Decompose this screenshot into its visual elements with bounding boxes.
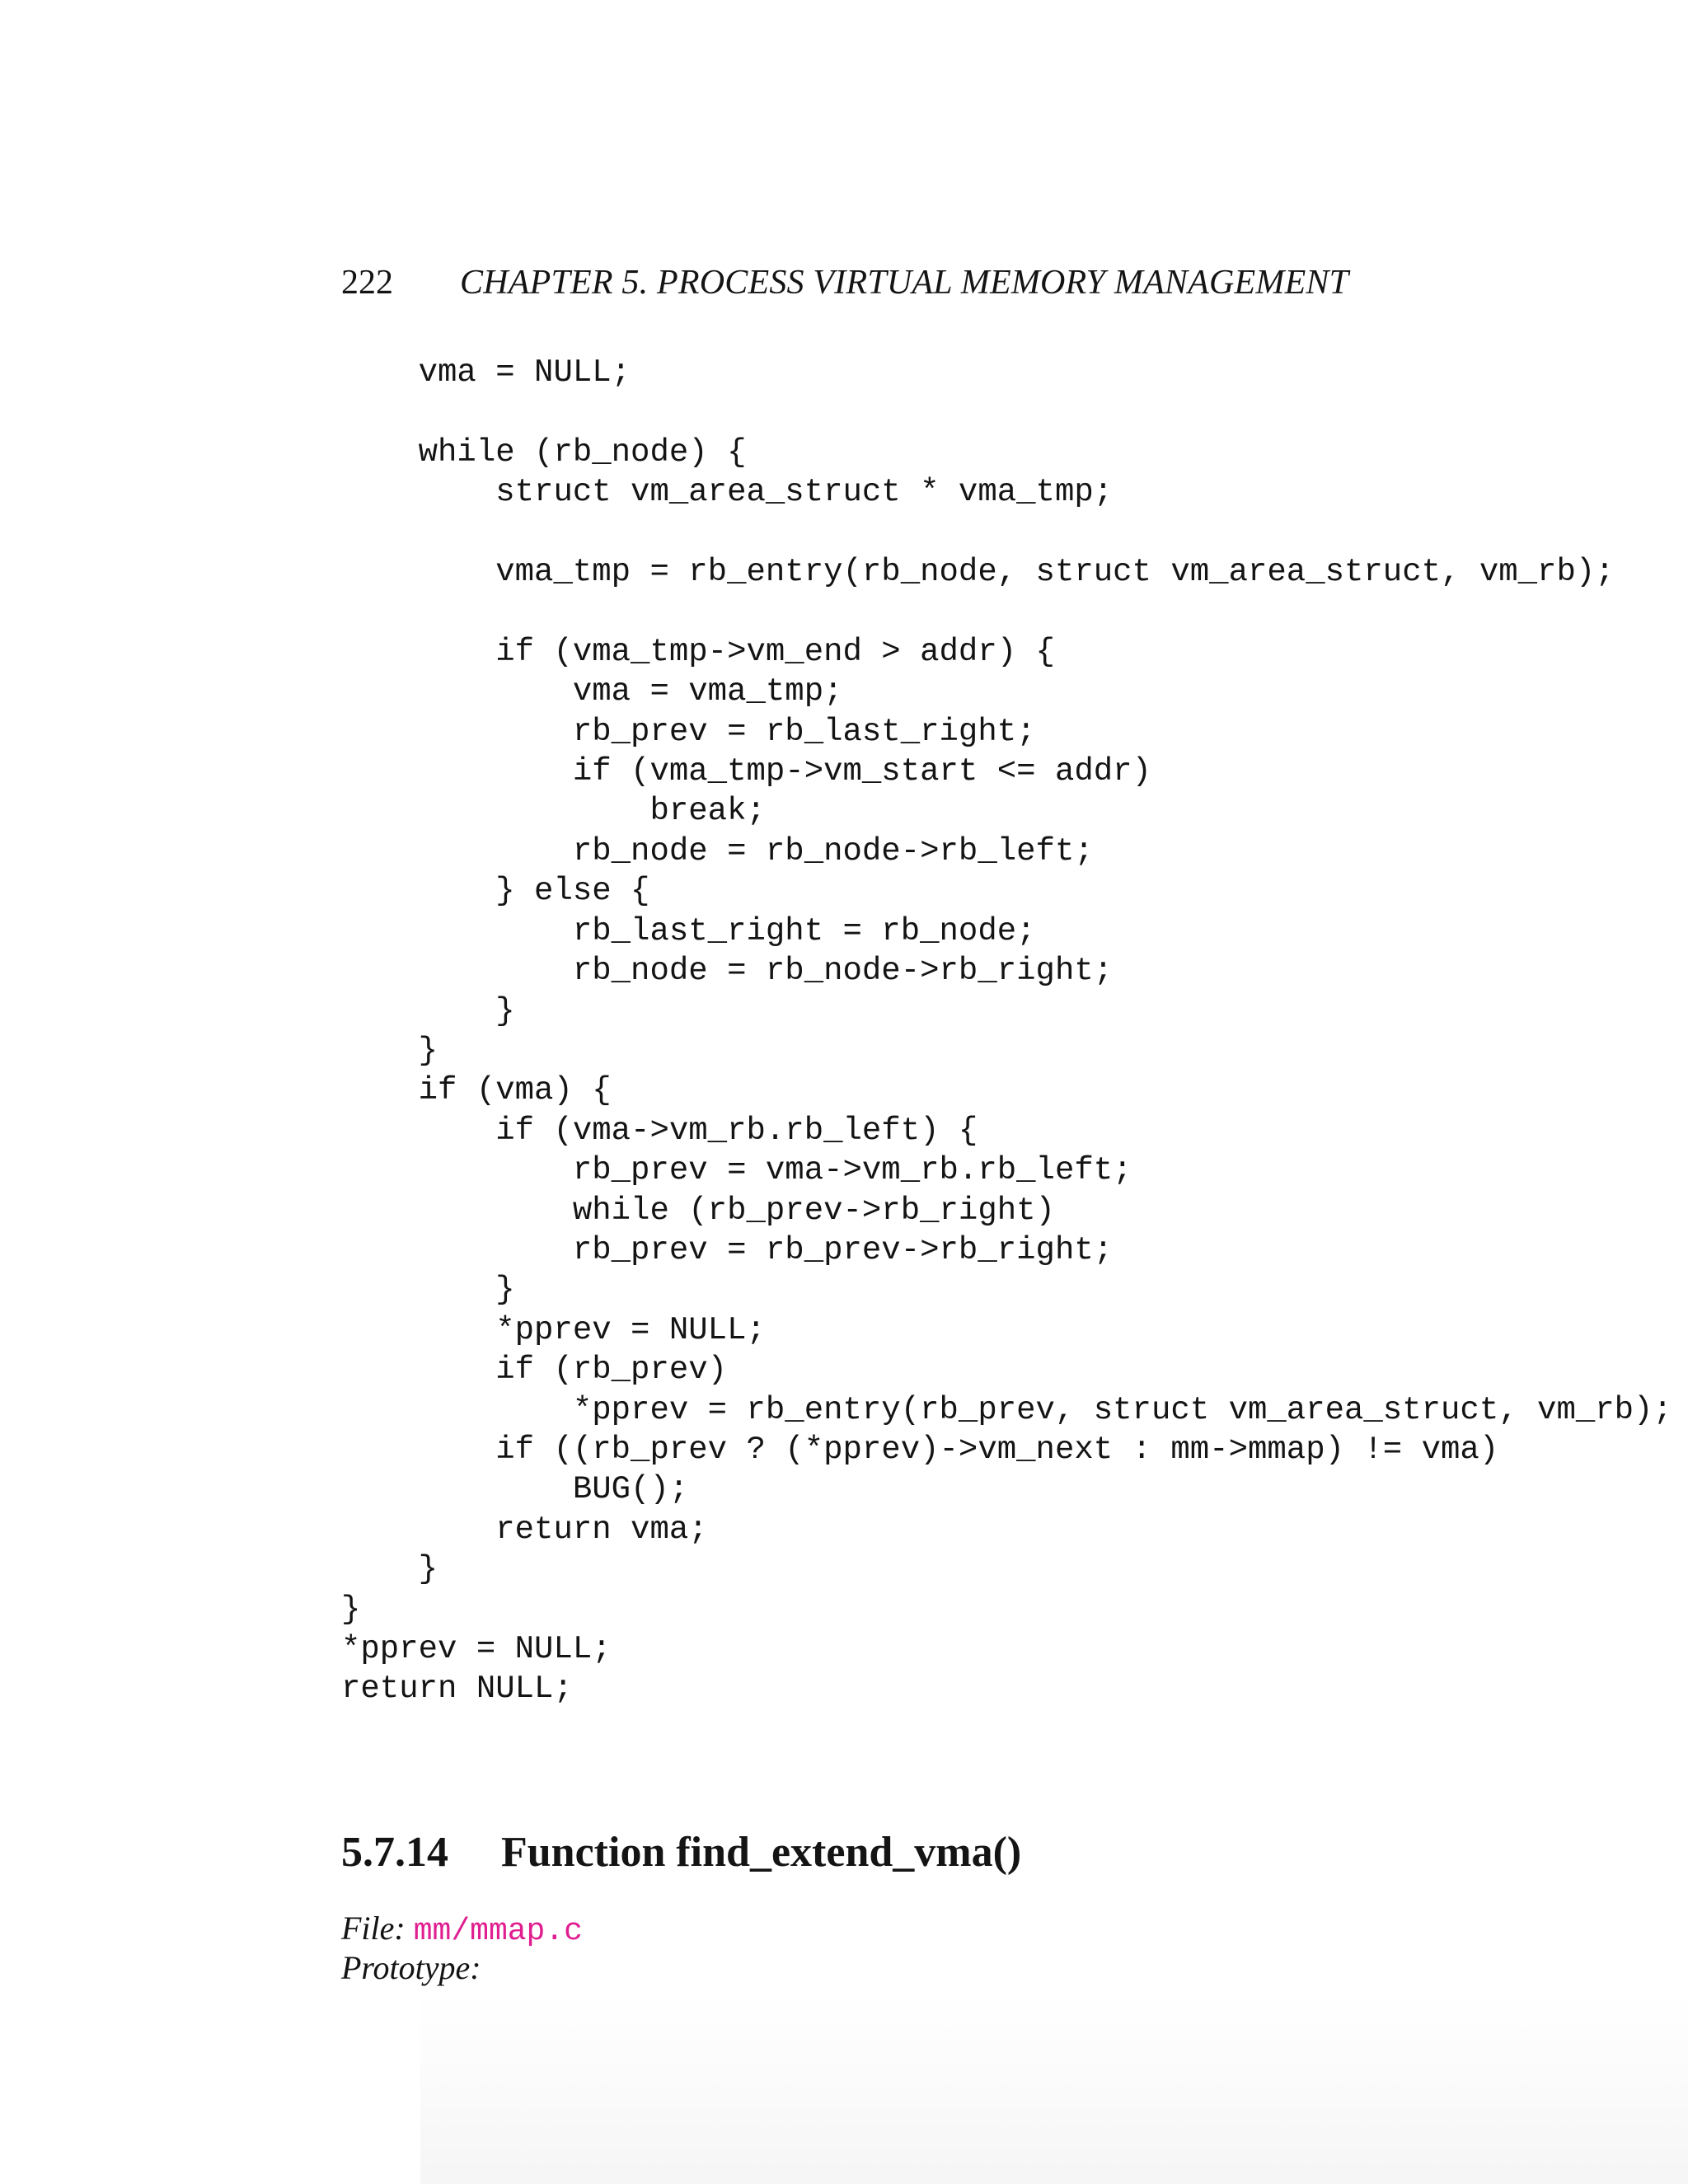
section-heading [341,1828,1021,1877]
code-line: if (rb_prev) [341,1352,728,1389]
section-number: 5.7.14 [341,1829,448,1876]
file-line [341,1909,583,1952]
code-line: if (vma_tmp->vm_start <= addr) [341,753,1151,790]
section-title: Function find_extend_vma() [501,1829,1022,1876]
code-line: } [341,1272,515,1309]
code-line: rb_node = rb_node->rb_left; [341,832,1094,869]
code-line: rb_prev = rb_last_right; [341,713,1036,750]
code-line: *pprev = rb_entry(rb_prev, struct vm_area_struct, vm_rb); [341,1391,1672,1428]
code-line: } else { [341,873,650,910]
code-line: *pprev = NULL; [341,1631,612,1667]
code-line: *pprev = NULL; [341,1311,766,1348]
scan-shading [420,1994,1688,2184]
code-line: rb_node = rb_node->rb_right; [341,953,1114,990]
file-path-link[interactable]: mm/mmap.c [413,1914,583,1949]
code-listing [341,353,1672,1709]
code-line: BUG(); [341,1471,689,1508]
prototype-line [341,1948,481,1988]
code-line: if (vma->vm_rb.rb_left) { [341,1112,978,1149]
code-line: rb_prev = rb_prev->rb_right; [341,1231,1114,1268]
code-line: break; [341,793,766,830]
code-line: struct vm_area_struct * vma_tmp; [341,474,1114,511]
code-line: while (rb_node) { [341,434,747,471]
code-line: if (vma) { [341,1072,612,1109]
code-line: rb_prev = vma->vm_rb.rb_left; [341,1152,1132,1189]
code-line: if ((rb_prev ? (*pprev)->vm_next : mm->mmap) != vma) [341,1431,1499,1468]
code-line: return NULL; [341,1671,573,1708]
code-line: vma = NULL; [341,354,631,391]
code-line: return vma; [341,1511,708,1548]
code-line: } [341,992,515,1029]
code-line: vma_tmp = rb_entry(rb_node, struct vm_area_struct, vm_rb); [341,554,1615,591]
code-line: } [341,1551,438,1588]
running-header [341,262,1429,303]
page-number: 222 [341,264,393,302]
code-line: rb_last_right = rb_node; [341,912,1036,949]
code-line: if (vma_tmp->vm_end > addr) { [341,633,1055,670]
code-line: vma = vma_tmp; [341,673,843,710]
file-label: File: [341,1910,406,1947]
code-line: } [341,1032,438,1069]
code-line: while (rb_prev->rb_right) [341,1192,1055,1229]
prototype-label: Prototype: [341,1949,481,1986]
chapter-title: CHAPTER 5. PROCESS VIRTUAL MEMORY MANAGEMENT [460,264,1349,302]
code-line: } [341,1591,361,1628]
